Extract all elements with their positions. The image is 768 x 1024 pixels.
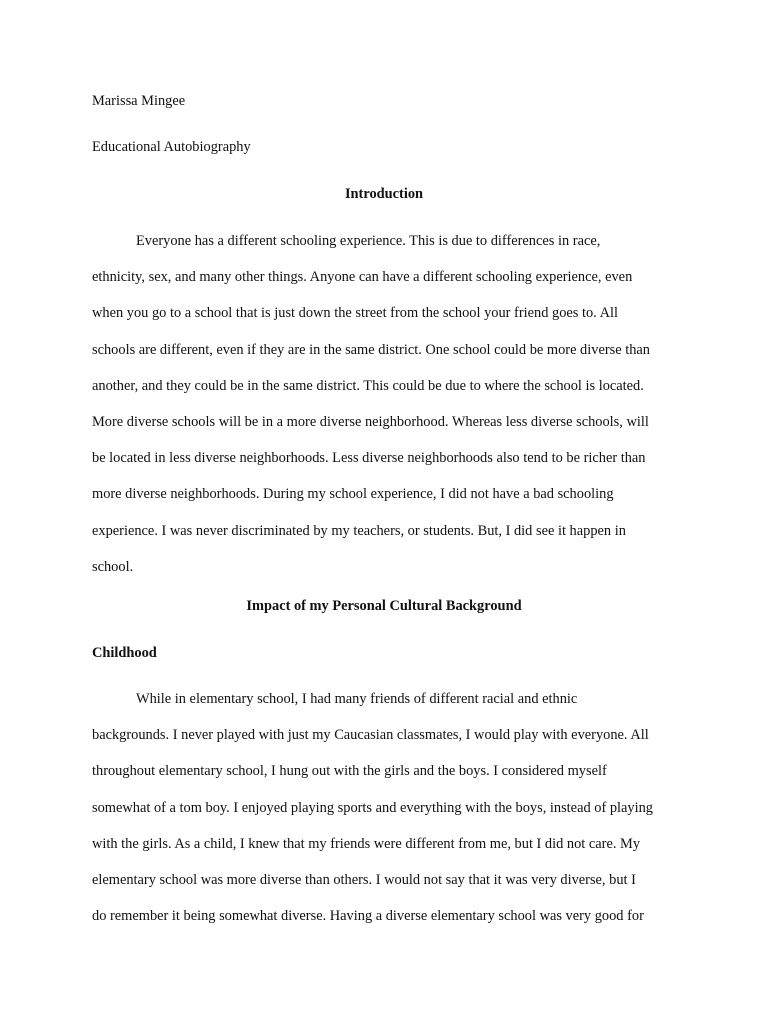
paragraph-line: While in elementary school, I had many friends of different racial and ethnic: [136, 691, 578, 707]
author-name: Marissa Mingee: [92, 93, 186, 109]
introduction-heading: Introduction: [344, 186, 424, 202]
paragraph-line: with the girls. As a child, I knew that my friends were different from me, but I did not care. My: [92, 835, 641, 852]
paragraph-line: school.: [92, 558, 134, 575]
paragraph-line: schools are different, even if they are in the same district. One school could be more diverse than: [92, 341, 650, 358]
paragraph-line: experience. I was never discriminated by my teachers, or students. But, I did see it happen in: [92, 522, 626, 539]
paragraph-line: ethnicity, sex, and many other things. Anyone can have a different schooling experience, even: [92, 269, 633, 286]
paragraph-line: another, and they could be in the same district. This could be due to where the school is located.: [92, 377, 644, 394]
paragraph-line: backgrounds. I never played with just my Caucasian classmates, I would play with everyone. All: [92, 727, 649, 744]
paragraph-line: More diverse schools will be in a more diverse neighborhood. Whereas less diverse schools, will: [92, 413, 649, 430]
paragraph-line: more diverse neighborhoods. During my school experience, I did not have a bad schooling: [92, 486, 614, 503]
document-title: Educational Autobiography: [92, 139, 251, 155]
paragraph-line: be located in less diverse neighborhoods. Less diverse neighborhoods also tend to be richer than: [92, 450, 646, 467]
introduction-paragraph: [92, 223, 672, 585]
childhood-paragraph: [92, 681, 672, 934]
paragraph-line: somewhat of a tom boy. I enjoyed playing sports and everything with the boys, instead of playing: [92, 799, 653, 816]
paragraph-line: Everyone has a different schooling experience. This is due to differences in race,: [136, 233, 601, 249]
impact-heading: Impact of my Personal Cultural Background: [246, 598, 522, 614]
paragraph-line: elementary school was more diverse than others. I would not say that it was very diverse, but I: [92, 871, 636, 888]
paragraph-line: do remember it being somewhat diverse. Having a diverse elementary school was very good for: [92, 908, 644, 925]
childhood-heading: Childhood: [92, 645, 157, 661]
paragraph-line: throughout elementary school, I hung out with the girls and the boys. I considered myself: [92, 763, 607, 780]
paragraph-line: when you go to a school that is just down the street from the school your friend goes to. All: [92, 305, 618, 322]
